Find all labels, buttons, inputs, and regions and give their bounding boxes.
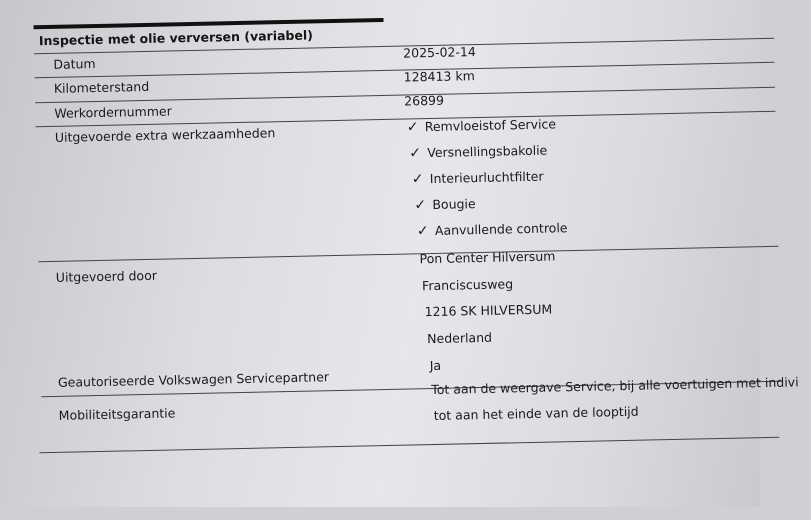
- label-kilometerstand: Kilometerstand: [53, 78, 150, 96]
- checkmark-icon: ✓: [411, 171, 424, 188]
- extra-item: ✓ Bougie: [414, 196, 476, 214]
- value-datum: 2025-02-14: [403, 44, 476, 61]
- divider: [38, 246, 778, 262]
- extra-item: ✓ Aanvullende controle: [416, 220, 568, 240]
- extra-item: ✓ Versnellingsbakolie: [409, 142, 548, 162]
- label-uitgevoerd-door: Uitgevoerd door: [55, 267, 158, 285]
- label-mobiliteitsgarantie: Mobiliteitsgarantie: [58, 405, 176, 423]
- header-bar: [34, 18, 384, 29]
- dealer-line: 1216 SK HILVERSUM: [424, 301, 553, 320]
- extra-item: ✓ Interieurluchtfilter: [411, 168, 544, 188]
- label-werkordernummer: Werkordernummer: [54, 103, 172, 121]
- dealer-line: Nederland: [427, 329, 493, 347]
- checkmark-icon: ✓: [416, 223, 429, 240]
- checkmark-icon: ✓: [406, 119, 419, 136]
- dealer-line: Pon Center Hilversum: [419, 248, 556, 267]
- value-geautoriseerd: Ja: [429, 357, 442, 374]
- dealer-line: Franciscusweg: [421, 276, 514, 294]
- mobiliteit-line: tot aan het einde van de looptijd: [433, 403, 639, 424]
- label-extra-werkzaamheden: Uitgevoerde extra werkzaamheden: [54, 125, 276, 145]
- checkmark-icon: ✓: [414, 197, 427, 214]
- label-geautoriseerd: Geautoriseerde Volkswagen Servicepartner: [57, 369, 330, 390]
- checkmark-icon: ✓: [409, 145, 422, 162]
- extra-item: ✓ Remvloeistof Service: [406, 116, 557, 136]
- label-datum: Datum: [53, 56, 96, 72]
- mobiliteit-line: Tot aan de weergave Service, bij alle voertuigen met indivi: [431, 374, 799, 398]
- value-werkordernummer: 26899: [404, 92, 445, 109]
- section-title: Inspectie met olie verversen (variabel): [38, 27, 314, 49]
- divider: [39, 437, 779, 453]
- value-kilometerstand: 128413 km: [403, 68, 475, 85]
